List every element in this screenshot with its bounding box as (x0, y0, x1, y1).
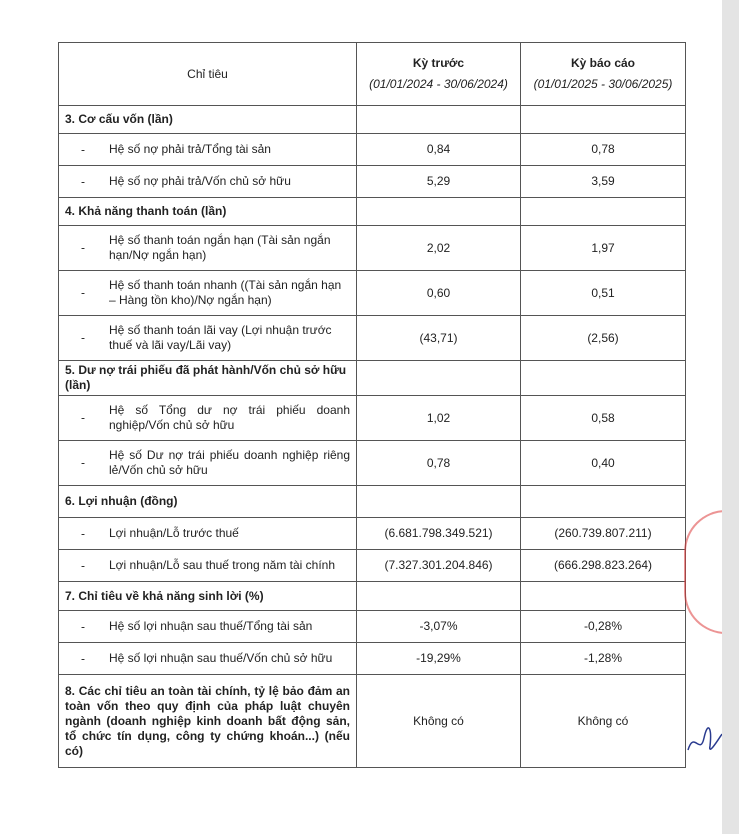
section-row (59, 486, 686, 518)
prev-value: 0,84 (357, 134, 521, 166)
previous-period-label: Kỳ trước (412, 56, 465, 70)
table-row (59, 396, 686, 441)
table-row (59, 134, 686, 166)
prev-value: 5,29 (357, 166, 521, 198)
prev-value: (7.327.301.204.846) (357, 550, 521, 582)
row-label: - Hệ số Dư nợ trái phiếu doanh nghiệp riêng lẻ/Vốn chủ sở hữu (59, 441, 357, 486)
curr-value: 0,40 (521, 441, 686, 486)
section-row (59, 106, 686, 134)
row-label: - Hệ số Tổng dư nợ trái phiếu doanh nghiệp/Vốn chủ sở hữu (59, 396, 357, 441)
prev-value: 2,02 (357, 226, 521, 271)
vertical-scrollbar[interactable] (722, 0, 739, 834)
curr-value: (260.739.807.211) (521, 518, 686, 550)
row-label: - Lợi nhuận/Lỗ sau thuế trong năm tài chính (59, 550, 357, 582)
row-label: - Hệ số thanh toán nhanh ((Tài sản ngắn hạn – Hàng tồn kho)/Nợ ngắn hạn) (59, 271, 357, 316)
curr-value: -1,28% (521, 643, 686, 675)
curr-value: (666.298.823.264) (521, 550, 686, 582)
row-label: - Hệ số lợi nhuận sau thuế/Vốn chủ sở hữu (59, 643, 357, 675)
table-row (59, 316, 686, 361)
curr-value: 1,97 (521, 226, 686, 271)
curr-value: 0,51 (521, 271, 686, 316)
table-row (59, 166, 686, 198)
curr-value: 0,58 (521, 396, 686, 441)
current-period-label: Kỳ báo cáo (570, 56, 636, 70)
prev-value: -3,07% (357, 611, 521, 643)
table-row (59, 441, 686, 486)
prev-value: (43,71) (357, 316, 521, 361)
table-header-row (59, 43, 686, 106)
row-label: - Hệ số thanh toán ngắn hạn (Tài sản ngắn hạn/Nợ ngắn hạn) (59, 226, 357, 271)
row-label: - Hệ số nợ phải trả/Tổng tài sản (59, 134, 357, 166)
curr-value: 3,59 (521, 166, 686, 198)
prev-value: -19,29% (357, 643, 521, 675)
header-previous-period (357, 43, 521, 106)
table-row (59, 518, 686, 550)
table-row (59, 226, 686, 271)
row-label: - Hệ số thanh toán lãi vay (Lợi nhuận trước thuế và lãi vay/Lãi vay) (59, 316, 357, 361)
curr-value: Không có (521, 675, 686, 768)
row-label: - Lợi nhuận/Lỗ trước thuế (59, 518, 357, 550)
previous-period-range: (01/01/2024 - 30/06/2024) (369, 77, 508, 91)
red-seal-stamp (684, 510, 726, 634)
curr-value: (2,56) (521, 316, 686, 361)
section-row (59, 361, 686, 396)
current-period-range: (01/01/2025 - 30/06/2025) (533, 77, 673, 91)
section-row (59, 582, 686, 611)
section-title: 5. Dư nợ trái phiếu đã phát hành/Vốn chủ sở hữu (lần) (59, 361, 357, 396)
table-row (59, 611, 686, 643)
curr-value: -0,28% (521, 611, 686, 643)
header-indicator: Chỉ tiêu (59, 43, 357, 106)
section-title: 3. Cơ cấu vốn (lần) (59, 106, 357, 134)
financial-ratios-table (58, 42, 686, 768)
prev-value: Không có (357, 675, 521, 768)
table-row (59, 550, 686, 582)
table-row (59, 643, 686, 675)
curr-value: 0,78 (521, 134, 686, 166)
prev-value: 0,78 (357, 441, 521, 486)
header-current-period (521, 43, 686, 106)
section-title: 6. Lợi nhuận (đồng) (59, 486, 357, 518)
section-title: 7. Chỉ tiêu về khả năng sinh lời (%) (59, 582, 357, 611)
section-title: 8. Các chỉ tiêu an toàn tài chính, tỷ lệ bảo đảm an toàn vốn theo quy định của pháp luật chuyên ngành (doanh nghiệp kinh doanh bất động sản, tổ chức tín dụng, công ty chứng khoán...) (nếu có) (59, 675, 357, 768)
row-label: - Hệ số lợi nhuận sau thuế/Tổng tài sản (59, 611, 357, 643)
table-row (59, 675, 686, 768)
section-row (59, 198, 686, 226)
table-row (59, 271, 686, 316)
prev-value: 1,02 (357, 396, 521, 441)
row-label: - Hệ số nợ phải trả/Vốn chủ sở hữu (59, 166, 357, 198)
section-title: 4. Khả năng thanh toán (lần) (59, 198, 357, 226)
prev-value: (6.681.798.349.521) (357, 518, 521, 550)
prev-value: 0,60 (357, 271, 521, 316)
handwritten-initials (684, 720, 724, 760)
